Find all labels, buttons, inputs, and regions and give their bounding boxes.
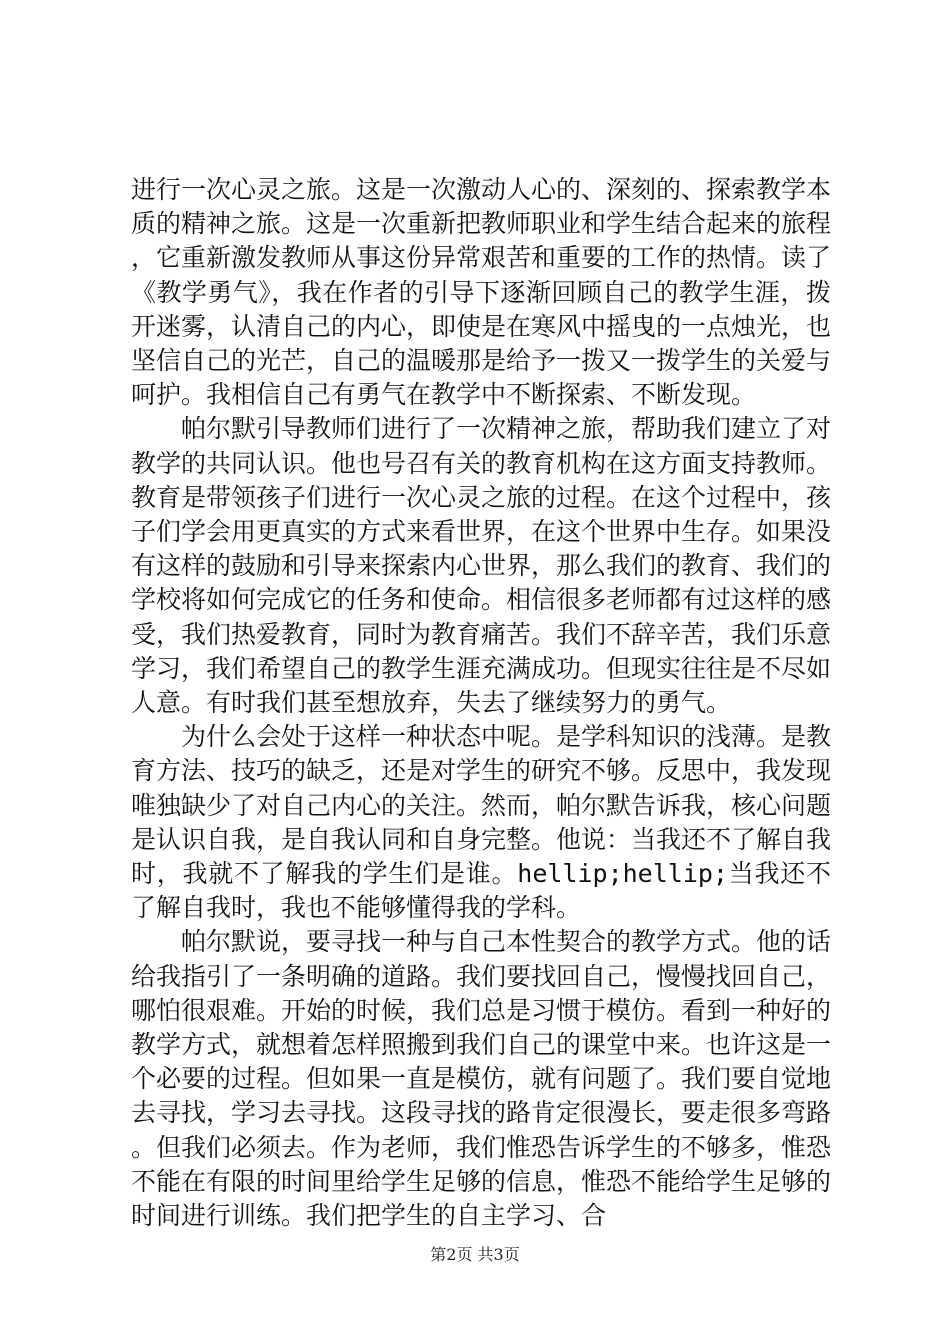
paragraph-3: 为什么会处于这样一种状态中呢。是学科知识的浅薄。是教育方法、技巧的缺乏，还是对学生的研究不够。反思中，我发现唯独缺少了对自己内心的关注。然而，帕尔默告诉我，核心问题是认识自我，是自我认同和自身完整。他说：当我还不了解自我时，我就不了解我的学生们是谁。hellip;hellip;当我还不了解自我时，我也不能够懂得我的学科。 bbox=[131, 722, 832, 923]
body-text bbox=[131, 173, 831, 1233]
paragraph-1: 进行一次心灵之旅。这是一次激动人心的、深刻的、探索教学本质的精神之旅。这是一次重新把教师职业和学生结合起来的旅程，它重新激发教师从事这份异常艰苦和重要的工作的热情。读了《教学勇气》，我在作者的引导下逐渐回顾自己的教学生涯，拨开迷雾，认清自己的内心，即使是在寒风中摇曳的一点烛光，也坚信自己的光芒，自己的温暖那是给予一拨又一拨学生的关爱与呵护。我相信自己有勇气在教学中不断探索、不断发现。 bbox=[131, 175, 832, 410]
paragraph-2: 帕尔默引导教师们进行了一次精神之旅，帮助我们建立了对教学的共同认识。他也号召有关的教育机构在这方面支持教师。教育是带领孩子们进行一次心灵之旅的过程。在这个过程中，孩子们学会用更真实的方式来看世界，在这个世界中生存。如果没有这样的鼓励和引导来探索内心世界，那么我们的教育、我们的学校将如何完成它的任务和使命。相信很多老师都有过这样的感受，我们热爱教育，同时为教育痛苦。我们不辞辛苦，我们乐意学习，我们希望自己的教学生涯充满成功。但现实往往是不尽如人意。有时我们甚至想放弃，失去了继续努力的勇气。 bbox=[131, 414, 832, 718]
paragraph-4: 帕尔默说，要寻找一种与自己本性契合的教学方式。他的话给我指引了一条明确的道路。我们要找回自己，慢慢找回自己，哪怕很艰难。开始的时候，我们总是习惯于模仿。看到一种好的教学方式，就想着怎样照搬到我们自己的课堂中来。也许这是一个必要的过程。但如果一直是模仿，就有问题了。我们要自觉地去寻找，学习去寻找。这段寻找的路肯定很漫长，要走很多弯路。但我们必须去。作为老师，我们惟恐告诉学生的不够多，惟恐不能在有限的时间里给学生足够的信息，惟恐不能给学生足够的时间进行训练。我们把学生的自主学习、合 bbox=[131, 927, 832, 1231]
page-footer: 第2页 共3页 bbox=[430, 1245, 520, 1264]
